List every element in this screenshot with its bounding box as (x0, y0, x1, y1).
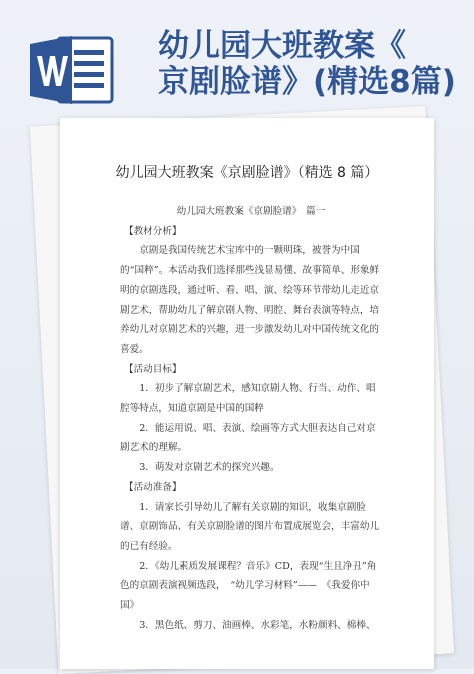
document-subtitle: 幼儿园大班教案《京剧脸谱》 篇一 (176, 206, 326, 217)
header-banner (0, 0, 474, 112)
section-heading: 【活动准备】 (124, 481, 182, 493)
document-body (120, 202, 382, 635)
paragraph: 3．黑色纸、剪刀、油画棒、水彩笔，水粉颜料、棉棒、 (139, 619, 376, 631)
paragraph: 2．能运用说、唱、表演、绘画等方式大胆表达自己对京剧艺术的理解。 (120, 422, 376, 454)
page-title-line-1: 幼儿园大班教案《 (158, 28, 406, 64)
paragraph: 3．萌发对京剧艺术的探究兴趣。 (139, 462, 280, 474)
page-title-line-2: 京剧脸谱》(精选8篇) (158, 64, 456, 100)
document-page (60, 118, 434, 669)
paragraph: 京剧是我国传统艺术宝库中的一颗明珠，被誉为中国的“国粹”。本活动我们选择那些浅显易懂、故事简单、形象鲜明的京剧选段，通过听、看、唱、演、绘等环节带幼儿走近京剧艺术，帮助幼儿了解京剧人物、明腔、舞台表演等特点，培养幼儿对京剧艺术的兴趣，进一步激发幼儿对中国传统文化的喜爱。 (120, 245, 380, 355)
section-heading: 【教材分析】 (124, 225, 182, 237)
document-title: 幼儿园大班教案《京剧脸谱》（精选 8 篇） (115, 165, 379, 181)
word-document-icon (28, 34, 122, 106)
paragraph: 2．《幼儿素质发展课程？音乐》CD，表现“生且净丑”角色的京剧表演视频选段， “幼儿学习材料”—— 《我爱你中国》 (120, 560, 377, 612)
paragraph: 1．初步了解京剧艺术，感知京剧人物、行当、动作、唱腔等特点，知道京剧是中国的国粹 (120, 383, 376, 415)
section-heading: 【活动目标】 (124, 363, 182, 375)
paragraph: 1．请家长引导幼儿了解有关京剧的知识，收集京剧脸谱、京剧饰品、有关京剧脸谱的图片布置成展览会，丰富幼儿的已有经验。 (120, 501, 380, 552)
